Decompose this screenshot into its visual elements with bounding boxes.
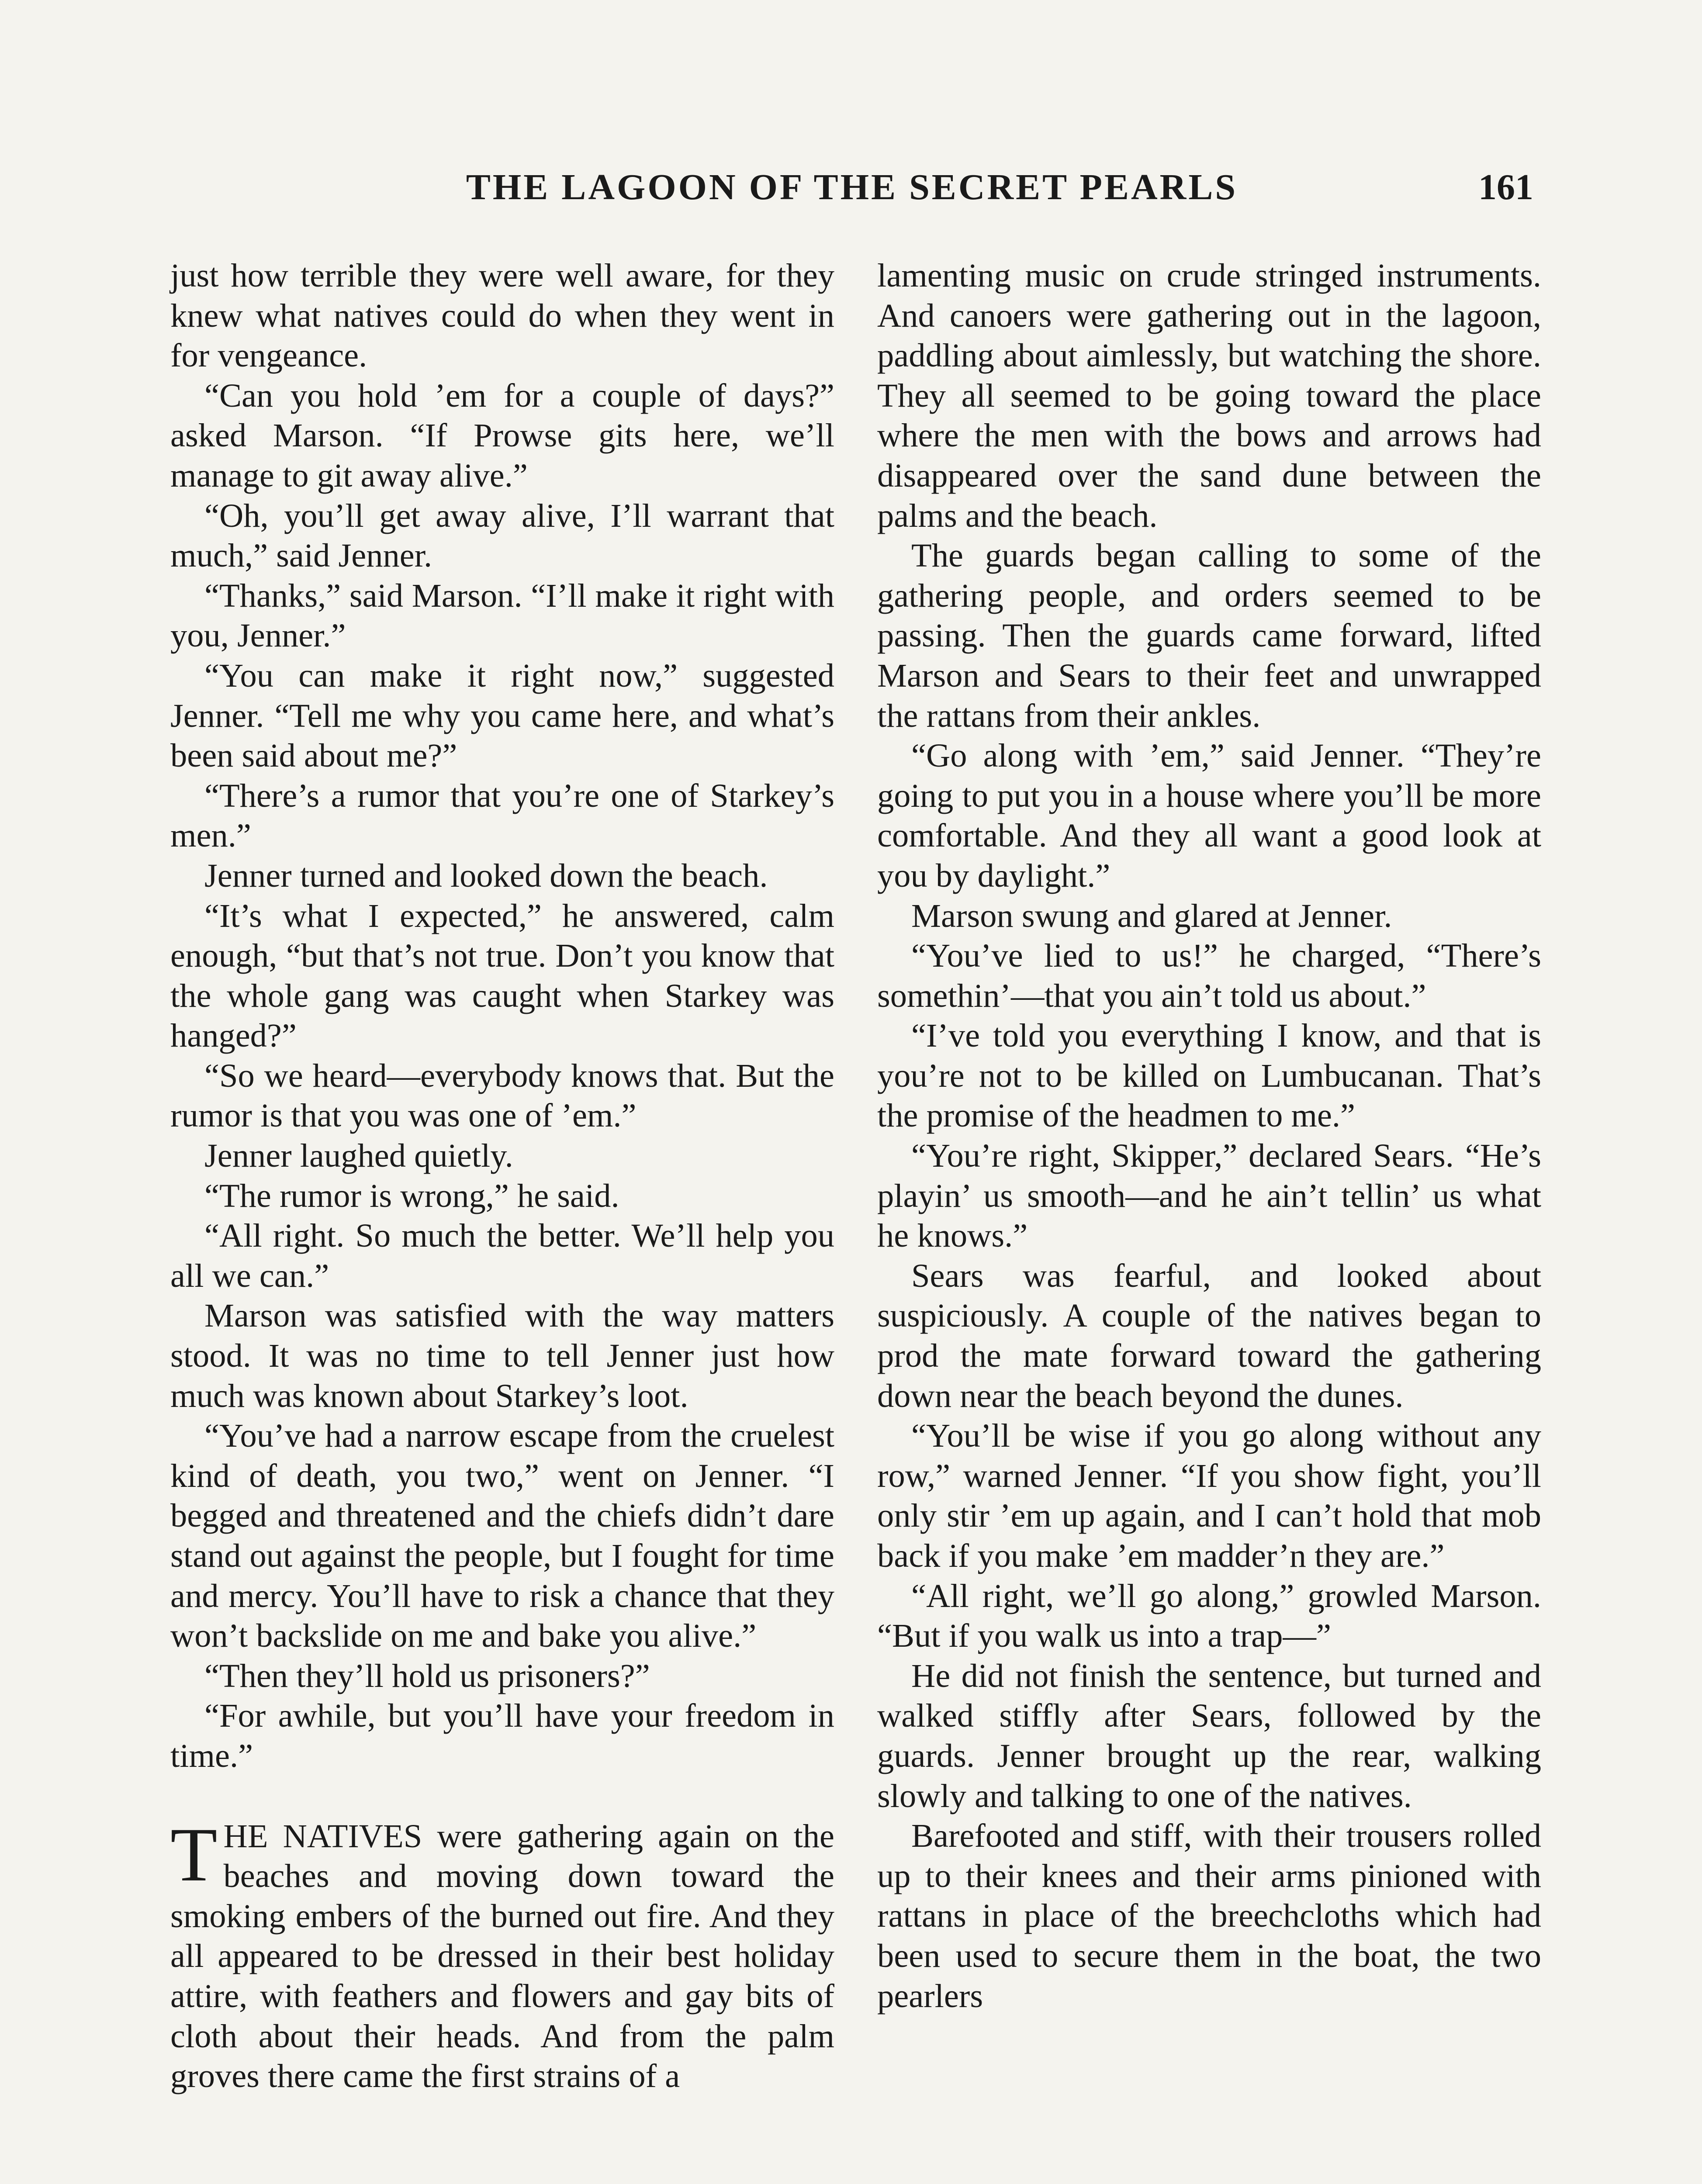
paragraph: “Oh, you’ll get away alive, I’ll warrant that much,” said Jenner. (170, 497, 834, 574)
paragraph: Marson was satisfied with the way matters stood. It was no time to tell Jenner just how much was known about Starkey’s loot. (170, 1297, 834, 1414)
left-column (170, 256, 834, 2096)
paragraph: “I’ve told you everything I know, and that is you’re not to be killed on Lumbucanan. That’s the promise of the headmen to me.” (877, 1017, 1541, 1134)
paragraph: “For awhile, but you’ll have your freedom in time.” (170, 1697, 834, 1774)
paragraph: Marson swung and glared at Jenner. (911, 897, 1392, 934)
paragraph: Jenner laughed quietly. (204, 1137, 513, 1175)
paragraph: “All right, we’ll go along,” growled Marson. “But if you walk us into a trap—” (877, 1577, 1541, 1655)
drop-cap: T (170, 1812, 218, 1897)
section-opening-paragraph (170, 1812, 834, 2096)
paragraph: “It’s what I expected,” he answered, calm enough, “but that’s not true. Don’t you know that the whole gang was caught when Starkey was hanged?” (170, 897, 834, 1054)
paragraph: “You can make it right now,” suggested Jenner. “Tell me why you came here, and what’s been said about me?” (170, 657, 834, 774)
page-header (170, 166, 1533, 218)
paragraph: The guards began calling to some of the gathering people, and orders seemed to be passing. Then the guards came forward, lifted Marson and Sears to their feet and unwrapped the rattans from their ankles. (877, 537, 1541, 734)
paragraph-continuation: just how terrible they were well aware, for they knew what natives could do when they went in for vengeance. (170, 257, 834, 374)
section-small-caps: HE NATIVES (223, 1817, 422, 1855)
paragraph: “Go along with ’em,” said Jenner. “They’re going to put you in a house where you’ll be more comfortable. And they all want a good look at you by daylight.” (877, 737, 1541, 894)
paragraph: “Thanks,” said Marson. “I’ll make it right with you, Jenner.” (170, 577, 834, 654)
running-title: THE LAGOON OF THE SECRET PEARLS (466, 167, 1238, 207)
paragraph: “You’re right, Skipper,” declared Sears. “He’s playin’ us smooth—and he ain’t tellin’ us what he knows.” (877, 1137, 1541, 1254)
paragraph: “There’s a rumor that you’re one of Starkey’s men.” (170, 777, 834, 854)
paragraph: “Can you hold ’em for a couple of days?” asked Marson. “If Prowse gits here, we’ll manage to git away alive.” (170, 377, 834, 494)
right-column (877, 256, 1541, 2016)
paragraph: He did not finish the sentence, but turned and walked stiffly after Sears, followed by the guards. Jenner brought up the rear, walking slowly and talking to one of the natives. (877, 1657, 1541, 1814)
section-text: were gathering again on the beaches and moving down toward the smoking embers of the burned out fire. And they all appeared to be dressed in their best holiday attire, with feathers and flowers and gay bits of cloth about their heads. And from the palm groves there came the first strains of a (170, 1817, 834, 2095)
paragraph: Barefooted and stiff, with their trousers rolled up to their knees and their arms pinioned with rattans in place of the breechcloths which had been used to secure them in the boat, the two pearlers (877, 1817, 1541, 2015)
paragraph: “You’ve had a narrow escape from the cruelest kind of death, you two,” went on Jenner. “I begged and threatened and the chiefs didn’t dare stand out against the people, but I fought for time and mercy. You’ll have to risk a chance that they won’t backslide on me and bake you alive.” (170, 1417, 834, 1655)
paragraph: “So we heard—everybody knows that. But the rumor is that you was one of ’em.” (170, 1057, 834, 1134)
paragraph: “All right. So much the better. We’ll help you all we can.” (170, 1217, 834, 1294)
paragraph-continuation: lamenting music on crude stringed instruments. And canoers were gathering out in the lagoon, paddling about aimlessly, but watching the shore. They all seemed to be going toward the place where the men with the bows and arrows had disappeared over the sand dune between the palms and the beach. (877, 257, 1541, 534)
paragraph: “You’ve lied to us!” he charged, “There’s somethin’—that you ain’t told us about.” (877, 937, 1541, 1014)
paragraph: “The rumor is wrong,” he said. (204, 1177, 619, 1214)
paragraph: “You’ll be wise if you go along without any row,” warned Jenner. “If you show fight, you’ll only stir ’em up again, and I can’t hold that mob back if you make ’em madder’n they are.” (877, 1417, 1541, 1574)
paragraph: “Then they’ll hold us prisoners?” (204, 1657, 650, 1694)
page-number: 161 (1478, 167, 1533, 207)
paragraph: Jenner turned and looked down the beach. (204, 857, 768, 894)
paragraph: Sears was fearful, and looked about suspiciously. A couple of the natives began to prod the mate forward toward the gathering down near the beach beyond the dunes. (877, 1257, 1541, 1414)
